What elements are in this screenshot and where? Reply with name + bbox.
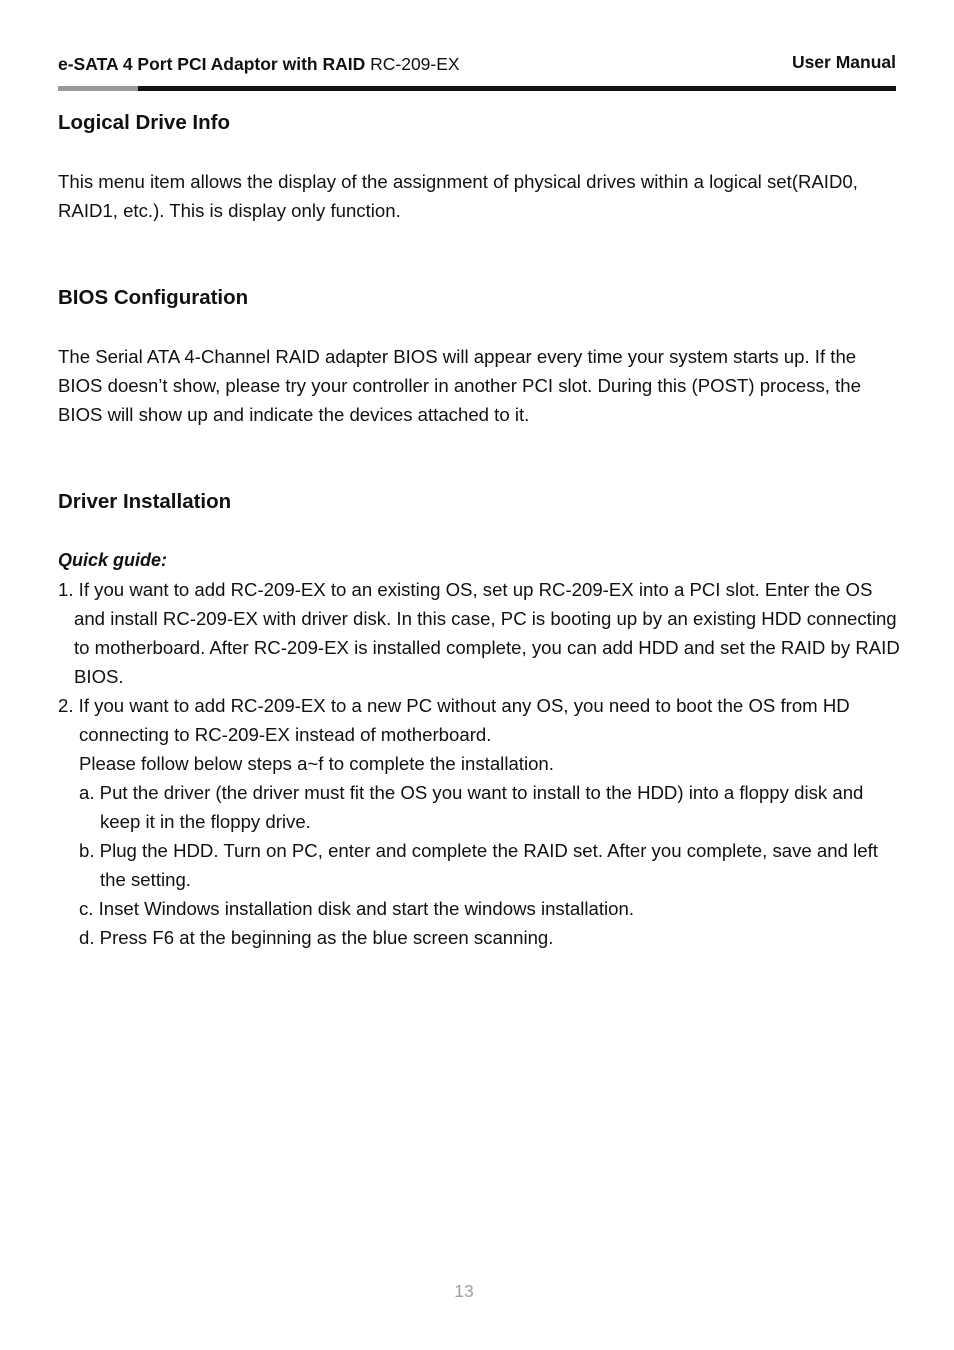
quick-guide-label: Quick guide: [58,550,168,570]
step-item: d. Press F6 at the beginning as the blue screen scanning. [79,927,554,948]
section-driver-installation [58,487,903,952]
section-logical-drive-info [58,108,903,225]
section-bios-configuration [58,283,903,429]
product-name: e-SATA 4 Port PCI Adaptor with RAID [58,54,366,74]
section-heading: Logical Drive Info [58,111,230,134]
model-number: RC-209-EX [370,54,460,74]
page-content [58,108,903,952]
list-item: 1. If you want to add RC-209-EX to an existing OS, set up RC-209-EX into a PCI slot. Enter the OS and install RC-209-EX with driver disk. In this case, PC is booting up by an existing HDD connecting to motherboard. After RC-209-EX is installed complete, you can add HDD and set the RAID by RAID BIOS. [58,579,900,687]
section-body: The Serial ATA 4-Channel RAID adapter BIOS will appear every time your system starts up. If the BIOS doesn’t show, please try your controller in another PCI slot. During this (POST) process, the BIOS will show up and indicate the devices attached to it. [58,346,861,425]
header-rule-accent [58,86,138,91]
page-header [58,52,896,76]
list-item: 2. If you want to add RC-209-EX to a new PC without any OS, you need to boot the OS from HD connecting to RC-209-EX instead of motherboard. [58,695,850,745]
list-item-note: Please follow below steps a~f to complete the installation. [79,753,554,774]
step-item: b. Plug the HDD. Turn on PC, enter and complete the RAID set. After you complete, save and left the setting. [79,840,878,890]
manual-title [58,54,460,75]
document-type: User Manual [791,52,896,72]
section-body: This menu item allows the display of the assignment of physical drives within a logical set(RAID0, RAID1, etc.). This is display only function. [58,171,858,221]
section-heading: BIOS Configuration [58,286,249,309]
step-item: a. Put the driver (the driver must fit the OS you want to install to the HDD) into a floppy disk and keep it in the floppy drive. [79,782,864,832]
section-heading: Driver Installation [58,490,232,513]
step-item: c. Inset Windows installation disk and start the windows installation. [79,898,634,919]
page-number: 13 [454,1281,474,1301]
header-rule [138,86,896,91]
